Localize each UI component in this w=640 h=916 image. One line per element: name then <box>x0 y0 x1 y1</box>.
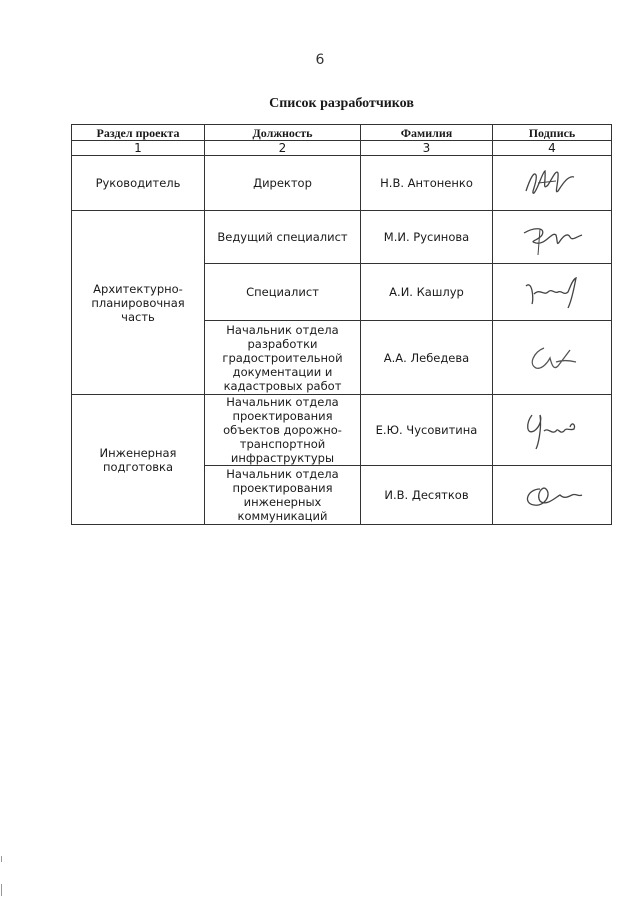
signature-cell <box>493 395 612 466</box>
position-cell: Специалист <box>205 264 361 321</box>
column-header-section: Раздел проекта <box>72 125 205 141</box>
surname-cell: Е.Ю. Чусовитина <box>361 395 493 466</box>
scan-artifact <box>1 856 2 862</box>
signature-image <box>512 405 592 455</box>
position-cell: Ведущий специалист <box>205 211 361 264</box>
developers-table <box>71 124 612 525</box>
table-row <box>72 211 612 264</box>
table-header-row <box>72 125 612 141</box>
section-cell: Руководитель <box>72 156 205 211</box>
column-header-position: Должность <box>205 125 361 141</box>
surname-cell: Н.В. Антоненко <box>361 156 493 211</box>
position-cell: Начальник отдела проектирования инженерных коммуникаций <box>205 466 361 525</box>
signature-cell <box>493 466 612 525</box>
signature-image <box>512 270 592 314</box>
signature-image <box>512 161 592 205</box>
column-number: 2 <box>205 141 361 156</box>
table-row <box>72 156 612 211</box>
surname-cell: И.В. Десятков <box>361 466 493 525</box>
page-title: Список разработчиков <box>269 96 414 111</box>
column-number: 3 <box>361 141 493 156</box>
signature-image <box>512 215 592 259</box>
position-cell: Начальник отдела проектирования объектов дорожно-транспортной инфраструктуры <box>205 395 361 466</box>
position-cell: Директор <box>205 156 361 211</box>
scan-artifact <box>1 884 2 896</box>
surname-cell: А.А. Лебедева <box>361 321 493 395</box>
signature-image <box>512 336 592 380</box>
position-cell: Начальник отдела разработки градостроительной документации и кадастровых работ <box>205 321 361 395</box>
surname-cell: А.И. Кашлур <box>361 264 493 321</box>
table-row <box>72 395 612 466</box>
column-number-row <box>72 141 612 156</box>
signature-cell <box>493 321 612 395</box>
signature-cell <box>493 156 612 211</box>
column-number: 4 <box>493 141 612 156</box>
signature-image <box>512 473 592 517</box>
signature-cell <box>493 264 612 321</box>
page-number: 6 <box>315 52 325 68</box>
signature-cell <box>493 211 612 264</box>
section-cell: Инженерная подготовка <box>72 395 205 525</box>
column-header-signature: Подпись <box>493 125 612 141</box>
surname-cell: М.И. Русинова <box>361 211 493 264</box>
column-number: 1 <box>72 141 205 156</box>
section-cell: Архитектурно-планировочная часть <box>72 211 205 395</box>
column-header-surname: Фамилия <box>361 125 493 141</box>
